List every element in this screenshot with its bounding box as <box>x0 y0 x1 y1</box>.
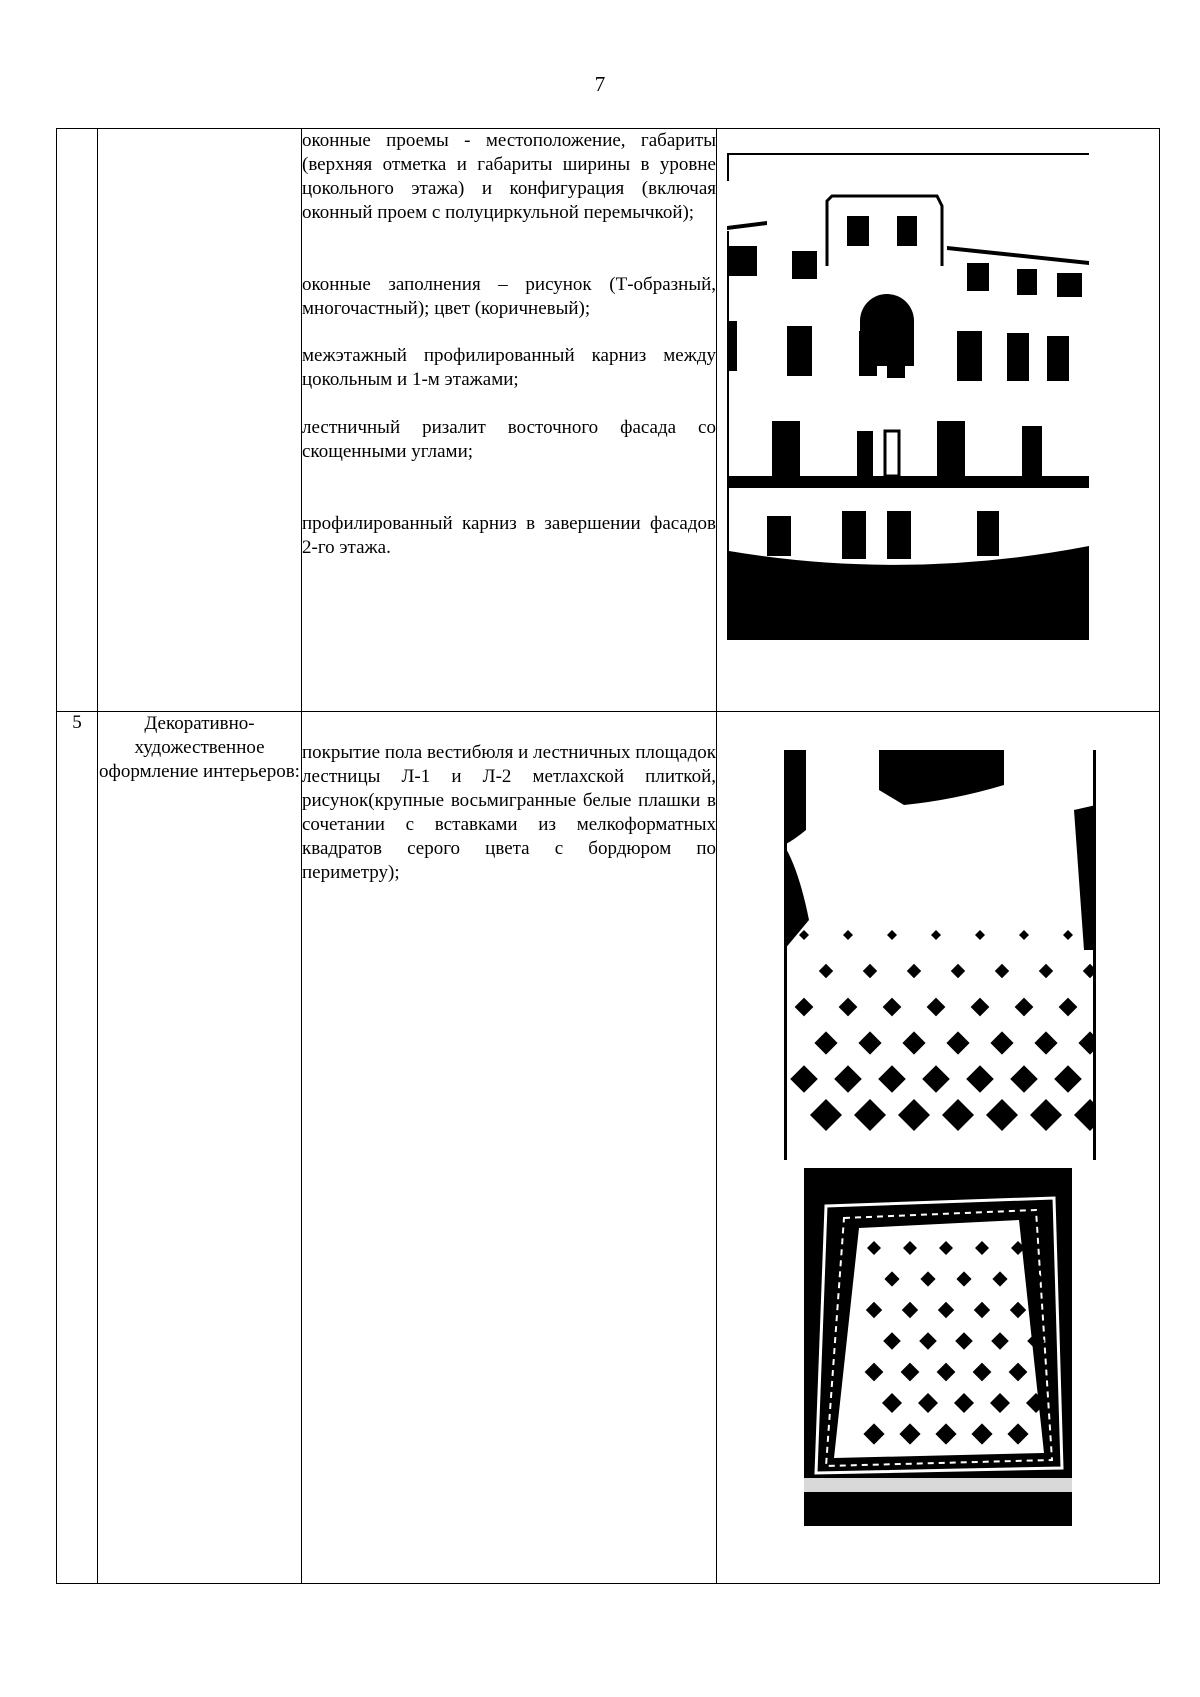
row-description <box>302 129 717 712</box>
facade-photo <box>727 151 1089 640</box>
description-paragraph: оконные заполнения – рисунок (Т-образный, многочастный); цвет (коричневый); <box>302 274 716 319</box>
row-photos <box>717 712 1160 1584</box>
row-description <box>302 712 717 1584</box>
vestibule-floor-photo <box>784 750 1096 1160</box>
row-number <box>57 129 98 712</box>
description-paragraph: покрытие пола вестибюля и лестничных площадок лестницы Л-1 и Л-2 метлахской плиткой, рисунок(крупные восьмигранные белые плашки в сочетании с вставками из мелкоформатных квадратов серого цвета с бордюром по периметру); <box>302 742 716 883</box>
row-photos <box>717 129 1160 712</box>
row-number: 5 <box>57 712 98 1584</box>
description-paragraph: оконные проемы - местоположение, габариты (верхняя отметка и габариты ширины в уровне цокольного этажа) и конфигурация (включая оконный проем с полуциркульной перемычкой); <box>302 130 716 223</box>
row-category: Декоративно-художественное оформление интерьеров: <box>98 712 302 1584</box>
table-row <box>57 129 1160 712</box>
landing-floor-photo <box>804 1168 1072 1526</box>
description-paragraph: профилированный карниз в завершении фасадов 2-го этажа. <box>302 513 716 558</box>
row-category <box>98 129 302 712</box>
monument-subject-table <box>56 128 1160 1584</box>
page-number: 7 <box>594 72 606 96</box>
description-paragraph: лестничный ризалит восточного фасада со скощенными углами; <box>302 417 716 462</box>
description-paragraph: межэтажный профилированный карниз между цокольным и 1-м этажами; <box>302 345 716 390</box>
table-row <box>57 712 1160 1584</box>
